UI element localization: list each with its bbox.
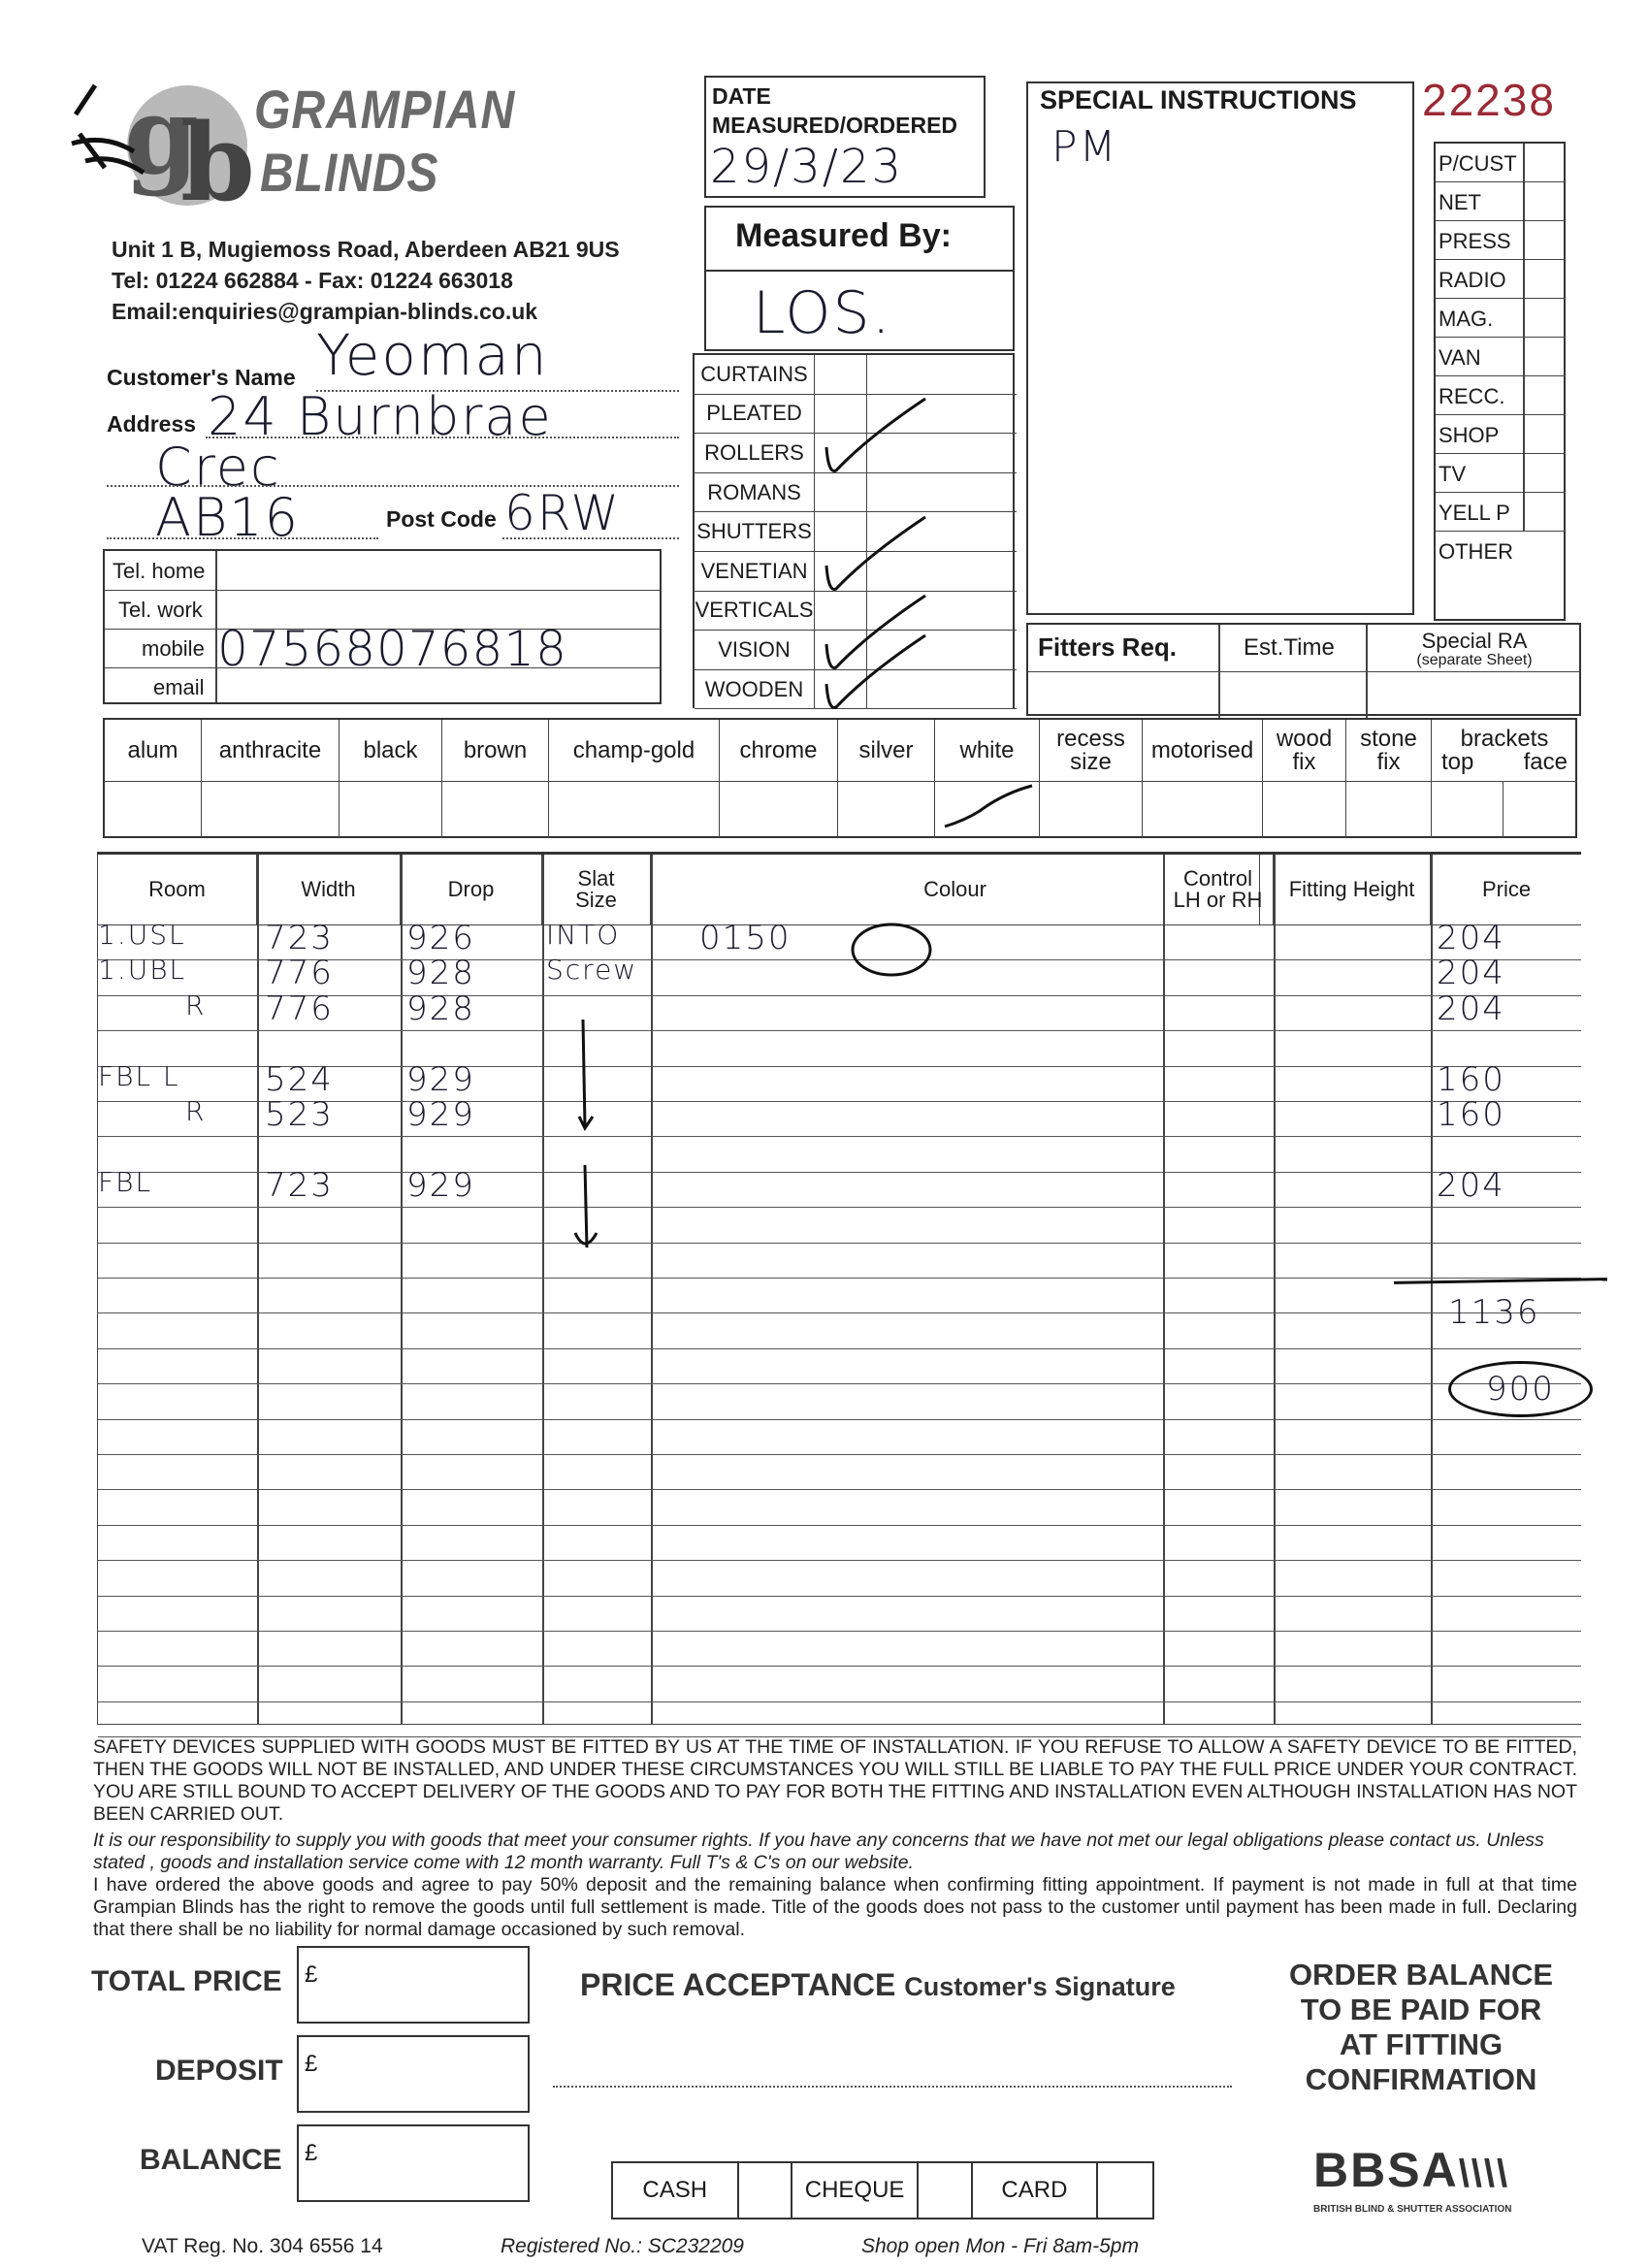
row-width[interactable]: 523 (265, 1095, 334, 1134)
opt-stone-fix: stone fix (1346, 720, 1432, 782)
date-box (704, 76, 986, 198)
bbsa-logo: BBSA\\\\ (1313, 2143, 1510, 2197)
opt-brackets: brackets top face (1432, 720, 1577, 782)
opt-recess-size: recess size (1040, 720, 1143, 782)
row-width[interactable]: 524 (265, 1059, 334, 1099)
address-line3[interactable]: AB16 (155, 487, 301, 548)
source-row[interactable] (1436, 299, 1566, 338)
product-checkbox[interactable] (815, 473, 867, 512)
fitters-box (1026, 623, 1581, 716)
email-label: email (153, 675, 205, 699)
product-row (695, 355, 1017, 395)
opt-white: white (935, 720, 1040, 782)
col-slat-size: Slat Size (542, 855, 651, 924)
ditto-arrow-icon (564, 1000, 680, 1291)
product-row (695, 434, 1017, 473)
source-label: TV (1439, 462, 1467, 486)
row-room[interactable]: R (185, 1095, 207, 1127)
source-row[interactable] (1436, 260, 1566, 299)
opt-anthracite: anthracite (202, 720, 340, 782)
source-label: OTHER (1439, 539, 1513, 564)
source-label: RADIO (1439, 268, 1506, 292)
fitters-req-label: Fitters Req. (1038, 632, 1178, 662)
row-colour[interactable]: 0150 (699, 919, 792, 957)
check-mark-icon (819, 635, 954, 713)
payment-checkbox[interactable] (739, 2163, 793, 2218)
tel-home-label: Tel. home (113, 559, 206, 583)
opt-brown: brown (442, 720, 549, 782)
grampian-blinds-logo (66, 76, 260, 211)
postcode-label: Post Code (386, 506, 497, 532)
registered-number: Registered No.: SC232209 (501, 2235, 744, 2257)
address-label: Address (107, 411, 197, 437)
source-row[interactable] (1436, 144, 1566, 182)
col-room: Room (98, 855, 257, 924)
source-label: RECC. (1439, 384, 1505, 408)
row-width[interactable]: 723 (265, 919, 334, 957)
product-label: ROLLERS (695, 434, 815, 472)
source-label: PRESS (1439, 229, 1511, 253)
row-price[interactable]: 204 (1437, 988, 1505, 1028)
special-ra-sub: (separate Sheet) (1416, 652, 1533, 668)
row-room[interactable]: 1.USL (98, 919, 186, 951)
est-time-label: Est.Time (1244, 634, 1335, 661)
terms-consumer: It is our responsibility to supply you with goods that meet your consumer rights. If you have any concerns that we have not met our legal obligations please contact us. Unless stated , goods and installation service come with 12 month warranty. Full T's & C's on our website. (93, 1830, 1544, 1873)
finish-options-table (103, 718, 1577, 838)
source-row[interactable] (1436, 454, 1566, 493)
address-line2[interactable]: Crec (155, 437, 281, 498)
row-drop[interactable]: 929 (406, 1095, 475, 1134)
product-checkbox[interactable] (815, 355, 867, 394)
company-email: Email:enquiries@grampian-blinds.co.uk (112, 299, 538, 324)
col-colour: Colour (651, 855, 1260, 924)
brand-name-line1: GRAMPIAN (254, 79, 516, 140)
source-label: NET (1439, 190, 1481, 214)
payment-methods (611, 2161, 1154, 2219)
payment-cash: CASH (613, 2163, 739, 2218)
mobile-value[interactable]: 07568076818 (217, 621, 567, 677)
product-row (695, 552, 1017, 592)
check-mark-icon (935, 782, 1040, 838)
row-slat[interactable]: Screw (546, 954, 638, 987)
measured-by-label: Measured By: (735, 217, 952, 254)
opt-chrome: chrome (720, 720, 838, 782)
source-label: YELL P (1439, 501, 1510, 525)
deposit-label: DEPOSIT (155, 2055, 283, 2087)
measured-by-box (704, 206, 1015, 351)
product-label: ROMANS (695, 473, 815, 512)
opt-wood-fix: wood fix (1263, 720, 1346, 782)
row-price[interactable]: 204 (1437, 919, 1505, 957)
shop-hours: Shop open Mon - Fri 8am-5pm (861, 2235, 1139, 2257)
product-label: CURTAINS (695, 355, 815, 394)
opt-alum: alum (105, 720, 202, 782)
postcode-value[interactable]: 6RW (504, 485, 621, 541)
row-room[interactable]: 1.UBL (98, 954, 187, 987)
row-room[interactable]: FBL (98, 1165, 153, 1198)
product-type-list (693, 353, 1015, 708)
opt-black: black (340, 720, 442, 782)
white-checkbox[interactable] (935, 782, 1040, 838)
payment-checkbox[interactable] (1098, 2163, 1152, 2218)
source-checklist (1434, 142, 1566, 621)
col-fitting-height: Fitting Height (1274, 855, 1431, 924)
bbsa-subtitle: BRITISH BLIND & SHUTTER ASSOCIATION (1313, 2204, 1512, 2215)
company-phone: Tel: 01224 662884 - Fax: 01224 663018 (112, 268, 513, 293)
row-price[interactable]: 160 (1437, 1095, 1505, 1134)
row-room[interactable]: R (185, 988, 207, 1021)
balance-label: BALANCE (140, 2144, 282, 2176)
row-slat[interactable]: INTO (546, 919, 621, 951)
order-table (97, 852, 1581, 1725)
payment-cheque: CHEQUE (792, 2163, 919, 2218)
mobile-label: mobile (142, 636, 205, 661)
source-label: P/CUST (1439, 151, 1517, 176)
company-address: Unit 1 B, Mugiemoss Road, Aberdeen AB21 9US (112, 237, 620, 262)
date-value[interactable]: 29/3/23 (710, 140, 904, 194)
special-ra-label: Special RA (1421, 629, 1528, 653)
contact-box (103, 549, 662, 704)
date-label-2: MEASURED/ORDERED (712, 113, 958, 138)
vat-number: VAT Reg. No. 304 6556 14 (142, 2235, 383, 2257)
total-price-field[interactable]: £ (297, 1946, 530, 2024)
row-drop[interactable]: 929 (406, 1165, 475, 1205)
source-row[interactable] (1436, 182, 1566, 221)
order-balance-note: ORDER BALANCE TO BE PAID FOR AT FITTING CONFIRMATION (1288, 1958, 1554, 2096)
source-row[interactable] (1436, 493, 1566, 532)
source-label: MAG. (1439, 307, 1494, 331)
product-label: SHUTTERS (695, 512, 815, 551)
customer-name-label: Customer's Name (107, 365, 296, 390)
address-line1[interactable]: 24 Burnbrae (208, 386, 553, 447)
special-instructions-value[interactable]: PM (1051, 122, 1118, 172)
row-drop[interactable]: 928 (406, 988, 475, 1028)
product-label: PLEATED (695, 395, 815, 434)
terms-and-conditions (93, 1736, 1577, 1941)
row-drop[interactable]: 926 (406, 919, 475, 957)
row-width[interactable]: 776 (265, 954, 334, 993)
product-row (695, 473, 1017, 513)
terms-safety: SAFETY DEVICES SUPPLIED WITH GOODS MUST BE FITTED BY US AT THE TIME OF INSTALLATION. IF YOU REFUSE TO ALLOW A SAFETY DEVICE TO BE FITTED, THEN THE GOODS WILL NOT BE INSTALLED, AND UNDER THESE CIRCUMSTANCES YOU WILL STILL BE LIABLE TO PAY THE FULL PRICE UNDER YOUR CONTRACT. YOU ARE STILL BOUND TO ACCEPT DELIVERY OF THE GOODS AND TO PAY FOR BOTH THE FITTING AND INSTALLATION EVEN ALTHOUGH INSTALLATION HAS NOT BEEN CARRIED OUT. (93, 1736, 1577, 1825)
tel-work-label: Tel. work (118, 598, 203, 622)
subtotal-underline (1394, 1278, 1607, 1284)
opt-silver: silver (838, 720, 935, 782)
row-width[interactable]: 776 (265, 988, 334, 1028)
row-room[interactable]: FBL L (98, 1059, 180, 1092)
product-label: VISION (695, 631, 815, 669)
col-drop: Drop (401, 855, 542, 924)
special-instructions-label: SPECIAL INSTRUCTIONS (1040, 85, 1357, 114)
svg-text:b: b (180, 100, 255, 211)
colour-circle-icon (845, 915, 942, 983)
price-acceptance-label: PRICE ACCEPTANCE Customer's Signature (580, 1967, 1176, 2002)
source-label: VAN (1439, 345, 1481, 370)
source-row[interactable] (1436, 376, 1566, 415)
total-price-label: TOTAL PRICE (91, 1965, 282, 1997)
row-price[interactable]: 160 (1437, 1059, 1505, 1099)
form-number: 22238 (1422, 75, 1556, 125)
special-instructions-box (1026, 81, 1414, 615)
source-row[interactable] (1436, 415, 1566, 454)
col-price: Price (1481, 877, 1532, 901)
terms-deposit: I have ordered the above goods and agree to pay 50% deposit and the remaining balance when confirming fitting appointment. If payment is not made in full at that time Grampian Blinds has the right to remove the goods until full settlement is made. Title of the goods does not pass to the customer until payment has been made in full. Declaring that there shall be no liability for normal damage occasioned by such removal. (93, 1874, 1577, 1940)
product-label: VENETIAN (695, 552, 815, 591)
product-label: WOODEN (695, 670, 815, 709)
balance-field[interactable]: £ (297, 2124, 530, 2202)
source-label: SHOP (1439, 423, 1500, 447)
row-drop[interactable]: 928 (406, 954, 475, 993)
col-width: Width (257, 855, 401, 924)
subtotal-value[interactable]: 1136 (1448, 1293, 1540, 1332)
check-mark-icon (819, 399, 954, 476)
agreed-total-value[interactable]: 900 (1448, 1361, 1593, 1417)
opt-motorised: motorised (1143, 720, 1263, 782)
date-label: DATE (712, 83, 771, 109)
product-row (695, 670, 1017, 710)
source-row[interactable] (1436, 532, 1566, 570)
measured-by-value[interactable]: LOS. (753, 279, 892, 347)
row-price[interactable]: 204 (1437, 954, 1505, 993)
payment-card: CARD (973, 2163, 1099, 2218)
row-width[interactable]: 723 (265, 1165, 334, 1205)
deposit-field[interactable]: £ (297, 2035, 530, 2113)
source-row[interactable] (1436, 221, 1566, 260)
source-row[interactable] (1436, 338, 1566, 376)
col-control: Control LH or RH (1163, 855, 1274, 924)
product-label: VERTICALS (695, 592, 815, 631)
payment-checkbox[interactable] (919, 2163, 973, 2218)
customer-name-value[interactable]: Yeoman (316, 322, 549, 388)
svg-text:g: g (124, 76, 199, 198)
check-mark-icon (819, 517, 954, 595)
brand-name-line2: BLINDS (260, 142, 439, 203)
row-price[interactable]: 204 (1437, 1165, 1505, 1205)
row-drop[interactable]: 929 (406, 1059, 475, 1099)
signature-line[interactable] (553, 2086, 1232, 2088)
opt-champ-gold: champ-gold (549, 720, 720, 782)
